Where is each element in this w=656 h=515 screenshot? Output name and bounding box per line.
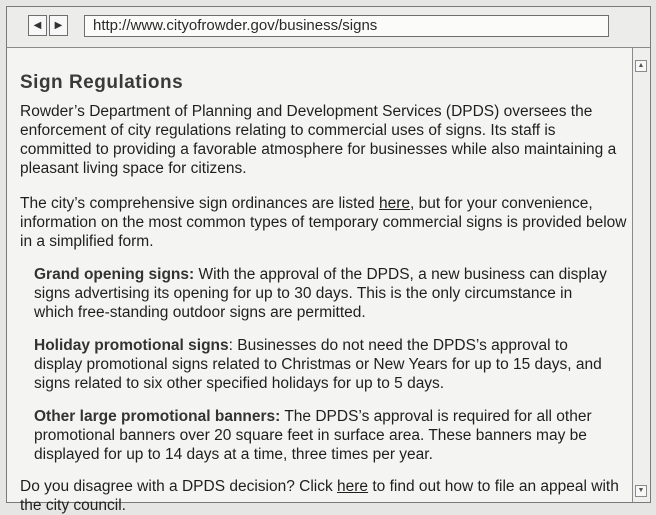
- ordinance-text-before: The city’s comprehensive sign ordinances are listed: [20, 195, 379, 212]
- list-item: [34, 265, 614, 322]
- scroll-up-icon[interactable]: ▲: [635, 60, 647, 72]
- appeal-paragraph: [20, 477, 620, 515]
- appeal-text-after: to find out how to file an appeal with the city council.: [20, 478, 619, 514]
- ordinance-paragraph: [20, 194, 632, 251]
- forward-arrow-icon[interactable]: ▶: [49, 15, 68, 36]
- browser-window: [6, 6, 651, 514]
- item-text: The DPDS’s approval is required for all other promotional banners over 20 square feet in surface area. These banners may be displayed for up to 14 days at a time, three times per year.: [34, 408, 592, 463]
- item-term: Other large promotional banners:: [34, 408, 281, 425]
- item-term: Holiday promotional signs: [34, 337, 229, 354]
- back-arrow-icon[interactable]: ◀: [28, 15, 47, 36]
- appeal-link[interactable]: here: [337, 478, 369, 495]
- item-text: : Businesses do not need the DPDS’s approval to display promotional signs related to Christmas or New Years for up to 15 days, and signs related to six other specified holidays for up to 5 days.: [34, 337, 602, 392]
- ordinance-text-after: , but for your convenience, information on the most common types of temporary commercial signs is provided below in a simplified form.: [20, 195, 627, 250]
- scroll-down-icon[interactable]: ▼: [635, 485, 647, 497]
- item-term: Grand opening signs:: [34, 266, 195, 283]
- page-title: Sign Regulations: [20, 72, 184, 93]
- page-content: [7, 48, 632, 514]
- appeal-text-before: Do you disagree with a DPDS decision? Click: [20, 478, 338, 495]
- list-item: [34, 336, 614, 393]
- item-text: With the approval of the DPDS, a new business can display signs advertising its opening for up to 30 days. This is the only circumstance in which free-standing outdoor signs are permitted.: [34, 266, 607, 321]
- vertical-scrollbar[interactable]: [632, 48, 650, 502]
- list-item: [34, 407, 614, 464]
- browser-toolbar: [7, 7, 650, 48]
- ordinance-link[interactable]: here: [378, 195, 411, 212]
- address-bar[interactable]: http://www.cityofrowder.gov/business/signs: [84, 15, 609, 37]
- intro-paragraph: Rowder’s Department of Planning and Development Services (DPDS) oversees the enforcement of city regulations relating to commercial uses of signs. Its staff is committed to providing a favorable atmosphere for businesses while also maintaining a pleasant living space for citizens.: [20, 103, 617, 177]
